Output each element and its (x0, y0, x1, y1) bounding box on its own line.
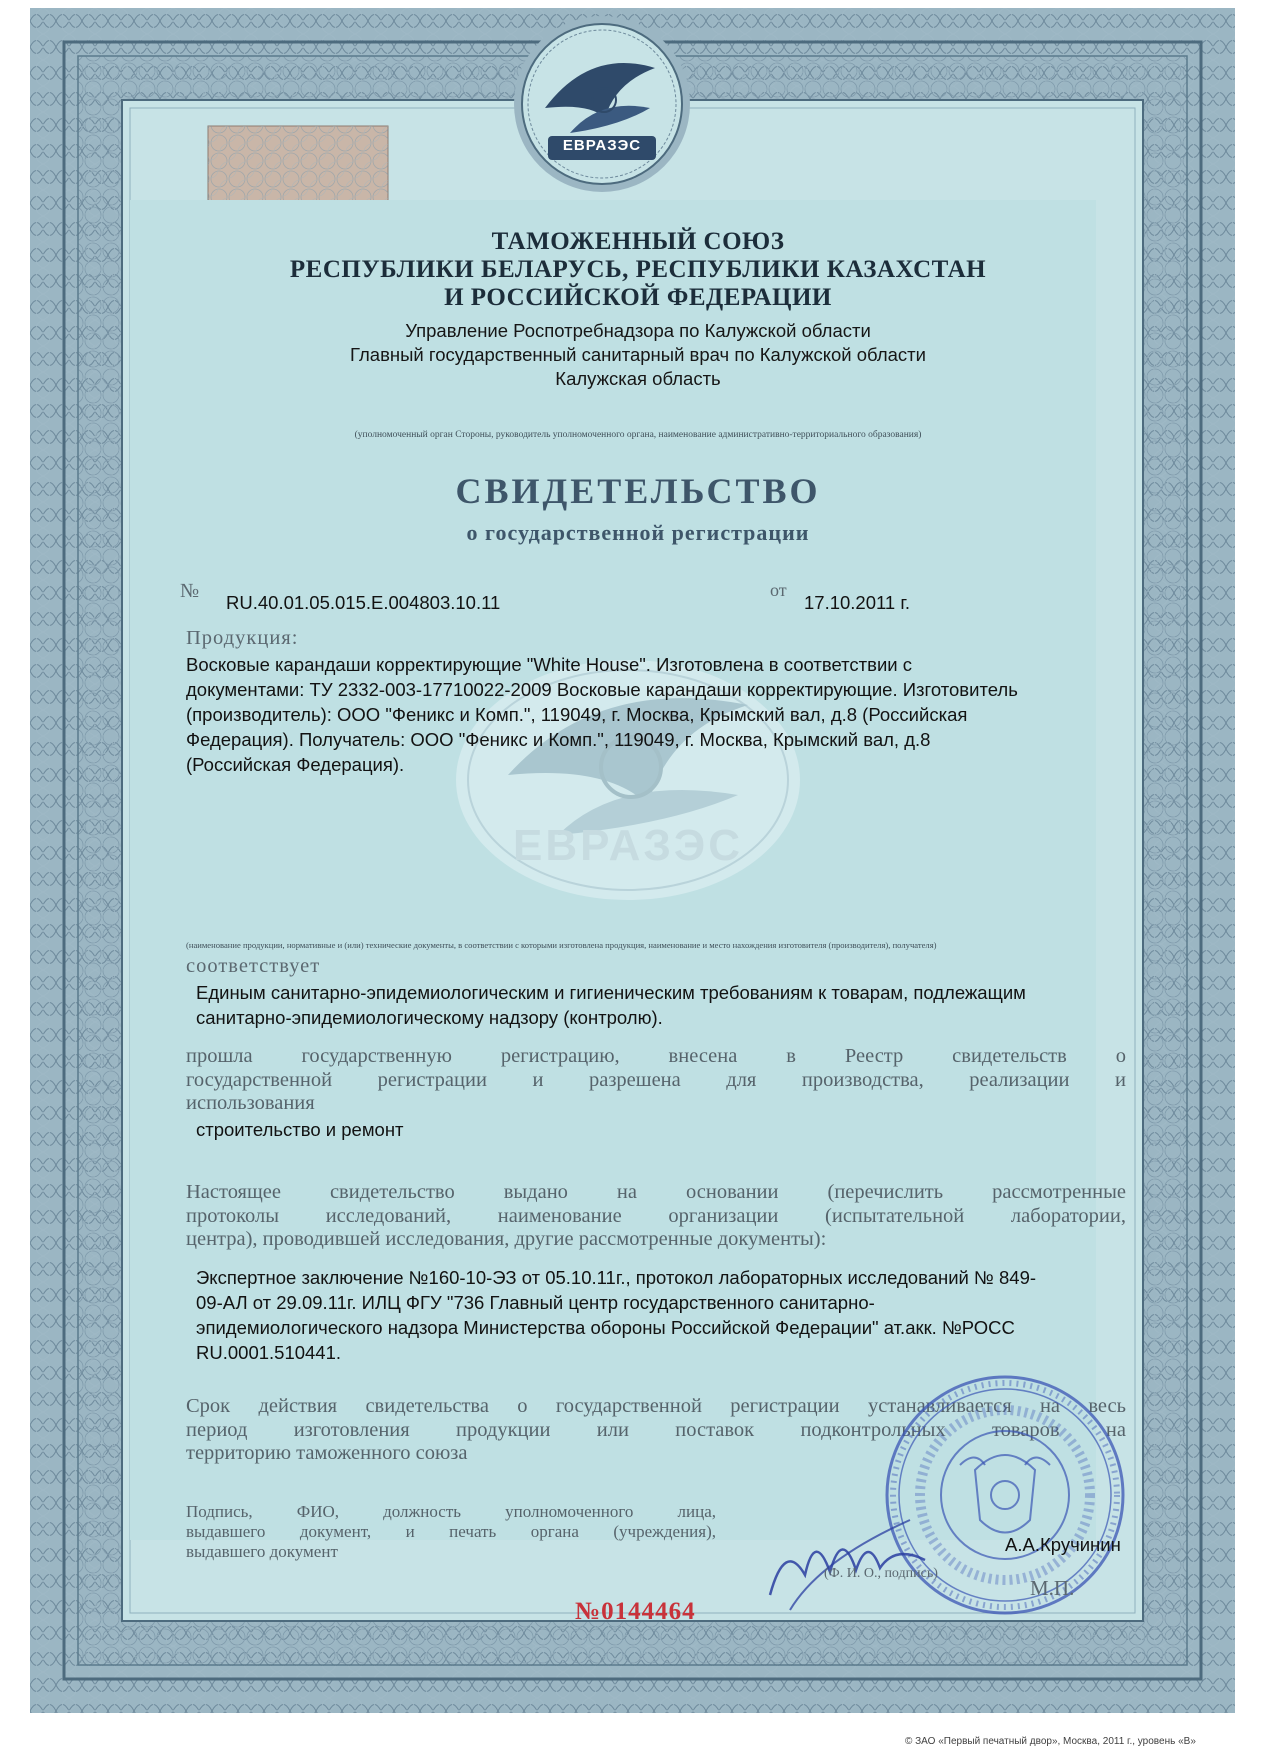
signature-instruction-line: Подпись, ФИО, должность уполномоченного лица, (186, 1502, 716, 1521)
basis-statement (186, 1181, 1126, 1252)
basis-document-line: эпидемиологического надзора Министерства обороны Российской Федерации" ат.акк. №РОСС (196, 1317, 1015, 1338)
fio-caption: (Ф. И. О., подпись) (824, 1566, 938, 1581)
product-line: документами: ТУ 2332-003-17710022-2009 Восковые карандаши корректирующие. Изготовитель (186, 679, 1018, 700)
number-label: № (180, 580, 200, 602)
registration-number: RU.40.01.05.015.E.004803.10.11 (226, 592, 501, 613)
validity-line: Срок действия свидетельства о государственной регистрации устанавливается на весь (186, 1395, 1126, 1417)
product-description (186, 652, 1126, 777)
basis-document-line: RU.0001.510441. (196, 1342, 342, 1363)
registration-statement-line: государственной регистрации и разрешена для производства, реализации и (186, 1068, 1126, 1091)
signature-instruction-line: выдавшего документ, и печать органа (учреждения), (186, 1522, 716, 1541)
registration-statement-line: прошла государственную регистрацию, внесена в Реестр свидетельств о (186, 1045, 1126, 1067)
validity-line: период изготовления продукции или поставок подконтрольных товаров на (186, 1418, 1126, 1441)
authority-line-2: Главный государственный санитарный врач по Калужской области (350, 344, 926, 365)
signatory-name: А.А.Кручинин (1005, 1534, 1121, 1555)
form-number: №0144464 (575, 1598, 696, 1625)
signature-instruction-line: выдавшего документ (186, 1542, 338, 1561)
printer-imprint: © ЗАО «Первый печатный двор», Москва, 2011 г., уровень «В» (905, 1736, 1196, 1747)
product-line: Восковые карандаши корректирующие "White House". Изготовлена в соответствии с (186, 654, 913, 675)
authority-caption: (уполномоченный орган Стороны, руководитель уполномоченного органа, наименование административно-территориального образования) (354, 430, 922, 440)
document-subtitle: о государственной регистрации (466, 520, 810, 545)
basis-line: центра), проводившей исследования, другие рассмотренные документы): (186, 1228, 827, 1250)
header-line-3: И РОССИЙСКОЙ ФЕДЕРАЦИИ (444, 284, 832, 311)
signature-instruction (186, 1502, 716, 1562)
document-title: СВИДЕТЕЛЬСТВО (455, 471, 821, 511)
conformity-line: Единым санитарно-эпидемиологическим и гигиеническим требованиям к товарам, подлежащим (196, 982, 1026, 1003)
authority-line-3: Калужская область (555, 368, 721, 389)
seal-place: М.П. (1030, 1576, 1075, 1600)
registration-statement-line: использования (186, 1092, 315, 1114)
product-line: (Российская Федерация). (186, 754, 405, 775)
usage-area: строительство и ремонт (196, 1119, 404, 1140)
basis-documents (196, 1265, 1126, 1365)
handwritten-signature (760, 1500, 940, 1620)
registration-date: 17.10.2011 г. (804, 592, 910, 613)
header-line-1: ТАМОЖЕННЫЙ СОЮЗ (491, 228, 785, 255)
emblem-label: ЕВРАЗЭС (562, 137, 642, 154)
authority-line-1: Управление Роспотребнадзора по Калужской области (405, 320, 871, 341)
header-line-2: РЕСПУБЛИКИ БЕЛАРУСЬ, РЕСПУБЛИКИ КАЗАХСТАН (289, 256, 987, 283)
product-label: Продукция: (186, 627, 299, 649)
date-label: от (770, 580, 787, 600)
product-caption: (наименование продукции, нормативные и (или) технические документы, в соответствии с которыми изготовлена продукция, наименование и место нахождения изготовителя (производителя), получателя) (186, 940, 937, 950)
basis-line: Настоящее свидетельство выдано на основании (перечислить рассмотренные (186, 1181, 1126, 1203)
conformity-line: санитарно-эпидемиологическому надзору (контролю). (196, 1007, 663, 1028)
product-line: Федерация). Получатель: ООО "Феникс и Комп.", 119049, г. Москва, Крымский вал, д.8 (186, 729, 931, 750)
registration-statement (186, 1045, 1126, 1116)
basis-document-line: 09-АЛ от 29.09.11г. ИЛЦ ФГУ "736 Главный центр государственного санитарно- (196, 1292, 875, 1313)
conformity-label: соответствует (186, 955, 321, 977)
svg-text:ЕВРАЗЭС: ЕВРАЗЭС (512, 821, 744, 870)
basis-line: протоколы исследований, наименование организации (испытательной лаборатории, (186, 1204, 1126, 1227)
conformity-text (196, 980, 1126, 1030)
basis-document-line: Экспертное заключение №160-10-ЭЗ от 05.10.11г., протокол лабораторных исследований № 849- (196, 1267, 1037, 1288)
product-line: (производитель): ООО "Феникс и Комп.", 119049, г. Москва, Крымский вал, д.8 (Российская (186, 704, 968, 725)
validity-line: территорию таможенного союза (186, 1442, 468, 1464)
